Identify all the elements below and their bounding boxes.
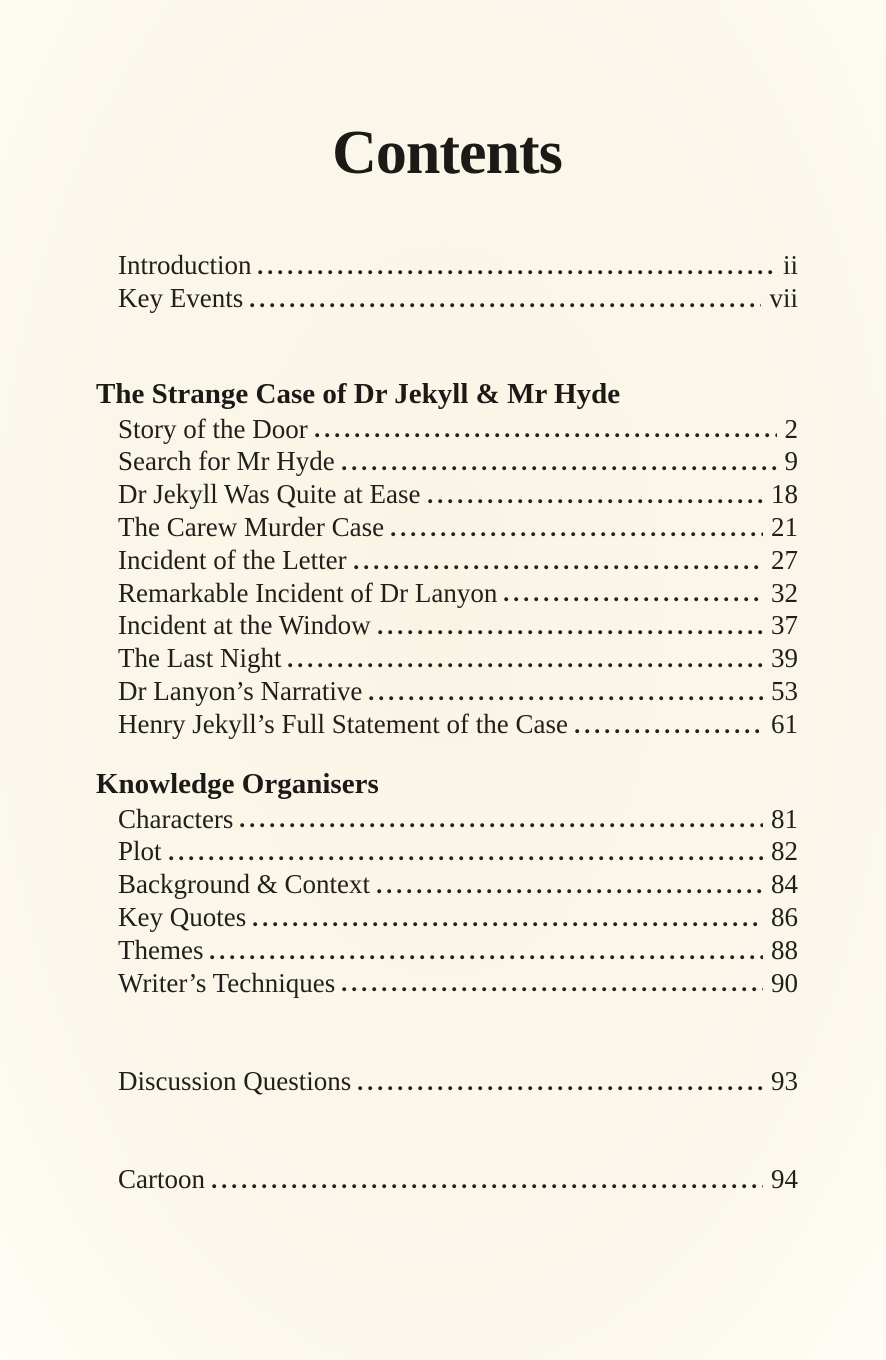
toc-entry-label: Remarkable Incident of Dr Lanyon bbox=[118, 577, 498, 608]
toc-entry bbox=[96, 511, 798, 544]
toc-entry-page-number: 9 bbox=[784, 446, 798, 477]
dot-leader bbox=[258, 270, 775, 275]
toc-entry-label: Dr Lanyon’s Narrative bbox=[118, 675, 363, 706]
toc-entry-page-number: 81 bbox=[771, 803, 798, 834]
dot-leader bbox=[377, 889, 763, 894]
toc-entry-page-number: ii bbox=[782, 250, 798, 280]
toc-entry-label: Background & Context bbox=[118, 869, 370, 900]
toc-entry bbox=[96, 708, 798, 741]
dot-leader bbox=[288, 663, 763, 668]
toc-entry-label: Cartoon bbox=[118, 1164, 205, 1195]
toc-entry bbox=[96, 835, 798, 868]
dot-leader bbox=[504, 597, 763, 602]
toc-entry-label: Henry Jekyll’s Full Statement of the Case bbox=[118, 708, 568, 739]
toc-entry-label: Incident of the Letter bbox=[118, 544, 347, 575]
dot-leader bbox=[358, 1086, 763, 1091]
toc-entry-page-number: 86 bbox=[771, 901, 798, 932]
toc-entry-page-number: 61 bbox=[771, 708, 798, 739]
toc-entry-page-number: 27 bbox=[771, 544, 798, 575]
section-heading: Knowledge Organisers bbox=[96, 767, 379, 800]
toc-entry-page-number: 37 bbox=[771, 610, 798, 641]
toc-entry-label: Story of the Door bbox=[118, 413, 308, 444]
page-title: Contents bbox=[332, 119, 562, 187]
toc-entry-label: The Carew Murder Case bbox=[118, 511, 385, 542]
toc-entry-label: Writer’s Techniques bbox=[118, 967, 336, 998]
toc-entry-label: Dr Jekyll Was Quite at Ease bbox=[118, 479, 421, 510]
dot-leader bbox=[212, 1184, 763, 1189]
toc-entry-page-number: 39 bbox=[771, 643, 798, 674]
toc-entry bbox=[96, 934, 798, 967]
toc-entry bbox=[96, 1065, 798, 1098]
dot-leader bbox=[169, 856, 763, 861]
toc-entry bbox=[96, 868, 798, 901]
toc-entry bbox=[96, 577, 798, 610]
toc-entry bbox=[96, 478, 798, 511]
dot-leader bbox=[342, 466, 777, 471]
toc-entry-label: Discussion Questions bbox=[118, 1066, 352, 1097]
toc-entry-label: Characters bbox=[118, 803, 234, 834]
section-knowledge-organisers bbox=[96, 767, 798, 1000]
dot-leader bbox=[253, 922, 763, 927]
toc-entry bbox=[96, 1163, 798, 1196]
toc-entry-label: Search for Mr Hyde bbox=[118, 446, 335, 477]
toc-entry-label: Incident at the Window bbox=[118, 610, 371, 641]
dot-leader bbox=[250, 303, 761, 308]
discussion-questions-list bbox=[96, 1065, 798, 1098]
toc-entry-page-number: 18 bbox=[771, 479, 798, 510]
toc-entry-page-number: 88 bbox=[771, 934, 798, 965]
toc-entry-page-number: 21 bbox=[771, 511, 798, 542]
toc-entry-page-number: 32 bbox=[771, 577, 798, 608]
toc-entry bbox=[96, 967, 798, 1000]
toc-entry bbox=[96, 675, 798, 708]
toc-entry bbox=[96, 413, 798, 446]
section-entry-list bbox=[96, 803, 798, 1000]
dot-leader bbox=[240, 823, 763, 828]
cartoon-list bbox=[96, 1163, 798, 1196]
toc-entry bbox=[96, 609, 798, 642]
toc-entry-page-number: 90 bbox=[771, 967, 798, 998]
dot-leader bbox=[369, 696, 763, 701]
dot-leader bbox=[428, 499, 764, 504]
dot-leader bbox=[315, 433, 777, 438]
dot-leader bbox=[342, 987, 763, 992]
toc-entry-label: Key Events bbox=[118, 282, 244, 313]
section-jekyll-and-hyde bbox=[96, 377, 798, 741]
section-entry-list bbox=[96, 413, 798, 741]
toc-entry-page-number: 84 bbox=[771, 869, 798, 900]
toc-entry-label: Themes bbox=[118, 934, 204, 965]
dot-leader bbox=[378, 630, 763, 635]
toc-entry-page-number: 93 bbox=[771, 1066, 798, 1097]
dot-leader bbox=[210, 955, 763, 960]
toc-entry-page-number: 94 bbox=[771, 1164, 798, 1195]
toc-entry-label: Introduction bbox=[118, 250, 252, 280]
front-matter-list bbox=[96, 249, 798, 315]
toc-entry-page-number: vii bbox=[769, 282, 798, 313]
toc-entry bbox=[96, 544, 798, 577]
toc-entry-page-number: 2 bbox=[784, 413, 798, 444]
toc-entry-page-number: 82 bbox=[771, 836, 798, 867]
toc-entry bbox=[96, 901, 798, 934]
toc-entry bbox=[96, 642, 798, 675]
dot-leader bbox=[575, 729, 763, 734]
toc-entry bbox=[96, 249, 798, 282]
toc-entry bbox=[96, 803, 798, 836]
toc-entry-page-number: 53 bbox=[771, 675, 798, 706]
dot-leader bbox=[391, 532, 763, 537]
toc-entry-label: The Last Night bbox=[118, 643, 282, 674]
dot-leader bbox=[354, 565, 763, 570]
toc-entry bbox=[96, 282, 798, 315]
toc-entry-label: Plot bbox=[118, 836, 162, 867]
toc-entry bbox=[96, 445, 798, 478]
section-heading: The Strange Case of Dr Jekyll & Mr Hyde bbox=[96, 377, 621, 410]
toc-entry-label: Key Quotes bbox=[118, 901, 247, 932]
